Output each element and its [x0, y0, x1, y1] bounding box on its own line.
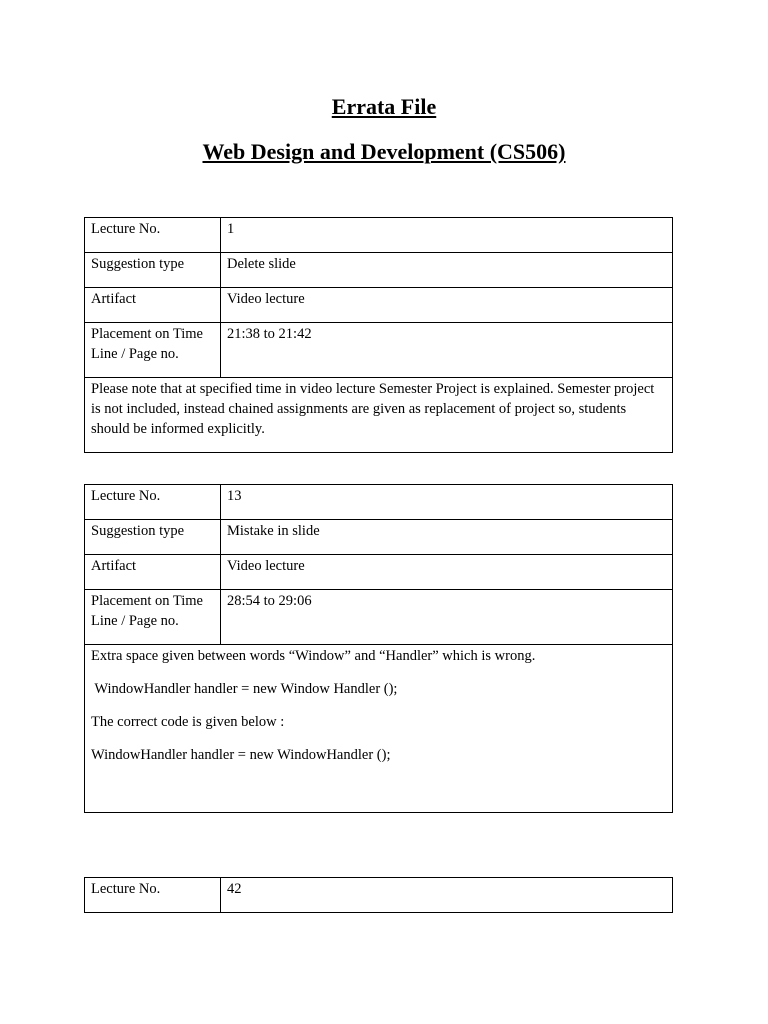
suggestion-value: Mistake in slide	[221, 520, 673, 555]
suggestion-label: Suggestion type	[85, 520, 221, 555]
lecture-value: 42	[221, 878, 673, 913]
lecture-label: Lecture No.	[85, 218, 221, 253]
artifact-value: Video lecture	[221, 288, 673, 323]
lecture-label: Lecture No.	[85, 485, 221, 520]
placement-label: Placement on Time Line / Page no.	[85, 590, 221, 645]
artifact-label: Artifact	[85, 288, 221, 323]
errata-table-3	[84, 877, 673, 913]
description-text: Extra space given between words “Window” and “Handler” which is wrong.	[91, 648, 536, 664]
table-row	[85, 323, 673, 378]
suggestion-label: Suggestion type	[85, 253, 221, 288]
wrong-code-line: WindowHandler handler = new Window Handler ();	[91, 681, 398, 697]
placement-label: Placement on Time Line / Page no.	[85, 323, 221, 378]
description-text: The correct code is given below :	[91, 714, 285, 730]
table-row	[85, 378, 673, 453]
description-cell	[85, 378, 673, 453]
lecture-value: 13	[221, 485, 673, 520]
document-title: Errata File	[331, 94, 437, 119]
errata-table-2	[84, 484, 673, 813]
table-row	[85, 645, 673, 813]
placement-value: 21:38 to 21:42	[221, 323, 673, 378]
description-cell	[85, 645, 673, 813]
placement-value: 28:54 to 29:06	[221, 590, 673, 645]
table-row	[85, 555, 673, 590]
table-row	[85, 520, 673, 555]
suggestion-value: Delete slide	[221, 253, 673, 288]
artifact-label: Artifact	[85, 555, 221, 590]
correct-code-line: WindowHandler handler = new WindowHandler ();	[91, 747, 391, 763]
table-row	[85, 485, 673, 520]
table-row	[85, 253, 673, 288]
lecture-label: Lecture No.	[85, 878, 221, 913]
table-row	[85, 878, 673, 913]
table-row	[85, 218, 673, 253]
description-text: Please note that at specified time in video lecture Semester Project is explained. Semester project is not included, instead chained assignments are given as replacement of project so, students should be informed explicitly.	[91, 381, 655, 437]
table-row	[85, 590, 673, 645]
errata-table-1	[84, 217, 673, 453]
document-subtitle: Web Design and Development (CS506)	[202, 139, 566, 164]
lecture-value: 1	[221, 218, 673, 253]
artifact-value: Video lecture	[221, 555, 673, 590]
table-row	[85, 288, 673, 323]
